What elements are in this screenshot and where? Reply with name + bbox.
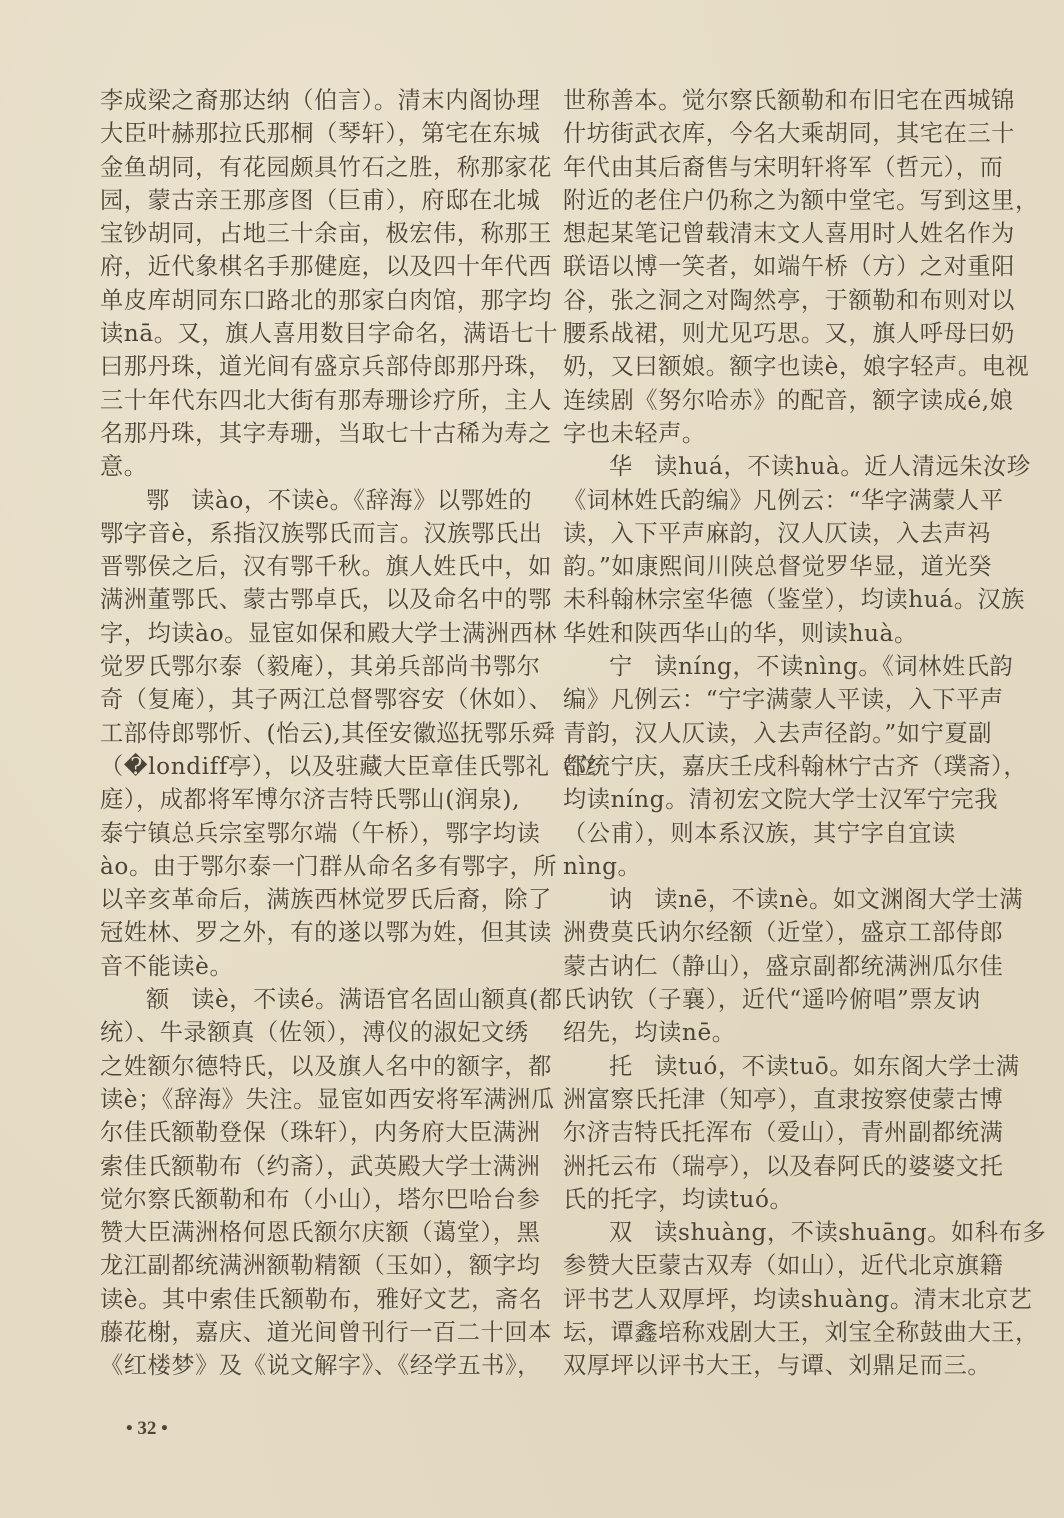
text-line: 附近的老住户仍称之为额中堂宅。写到这里，: [563, 186, 1039, 214]
text-line: 冠姓林、罗之外，有的遂以鄂为姓，但其读: [100, 919, 552, 947]
text-line: 读huá，不读huà。近人清远朱汝珍: [654, 453, 1031, 481]
left-column: [100, 84, 598, 1383]
text-line: 均读níng。清初宏文院大学士汉军宁完我: [563, 786, 999, 814]
text-line: 参赞大臣蒙古双寿（如山），近代北京旗籍: [563, 1252, 1004, 1280]
text-line: 尔佳氏额勒登保（珠轩），内务府大臣满洲: [100, 1119, 541, 1147]
entry-ning-first-line: [563, 650, 1014, 683]
text-line: 读è；《辞海》失注。显宦如西安将军满洲瓜: [100, 1085, 555, 1113]
text-line: 尔济吉特氏托浑布（爱山），青州副都统满: [563, 1119, 1004, 1147]
entry-head-char: 讷: [609, 886, 633, 914]
text-line: 名那丹珠，其字寿珊，当取七十古稀为寿之: [100, 419, 552, 447]
text-line: 读，入下平声麻韵，汉人仄读，入去声祃: [563, 519, 992, 547]
text-line: 未科翰林宗室华德（鉴堂），均读huá。汉族: [563, 586, 1026, 614]
text-line: 《红楼梦》及《说文解字》、《经学五书》，: [100, 1352, 541, 1380]
text-line: 连续剧《努尔哈赤》的配音，额字读成é,娘: [563, 386, 1014, 414]
text-line: 李成梁之裔那达纳（伯言）。清末内阁协理: [100, 87, 541, 114]
entry-ne-first-line: [563, 883, 1024, 916]
text-line: 意。: [100, 453, 148, 481]
text-line: 腰系战裙，则尤见巧思。又，旗人呼母曰奶: [563, 320, 1015, 348]
text-line: 想起某笔记曾载清末文人喜用时人姓名作为: [563, 220, 1015, 248]
text-line: 绍先，均读nē。: [563, 1019, 736, 1047]
text-line: 读è。其中索佳氏额勒布，雅好文艺，斋名: [100, 1285, 543, 1313]
text-line: 府，近代象棋名手那健庭，以及四十年代西: [100, 253, 552, 281]
text-line: 泰宁镇总兵宗室鄂尔端（午桥），鄂字均读: [100, 819, 541, 847]
text-line: 读níng，不读nìng。《词林姓氏韵: [654, 653, 1014, 681]
text-line: 蒙古讷仁（静山），盛京副都统满洲瓜尔佳: [563, 952, 1004, 980]
text-line: 赞大臣满洲格何恩氏额尔庆额（蔼堂），黑: [100, 1219, 541, 1247]
text-line: 统）、牛录额真（佐领），溥仪的淑妃文绣: [100, 1019, 529, 1047]
text-line: 鄂字音è，系指汉族鄂氏而言。汉族鄂氏出: [100, 519, 543, 547]
entry-hua-first-line: [563, 450, 1031, 483]
text-line: 华姓和陕西华山的华，则读huà。: [563, 619, 918, 647]
text-line: 读nē，不读nè。如文渊阁大学士满: [654, 886, 1024, 914]
text-line: 都统宁庆，嘉庆壬戌科翰林宁古齐（璞斋），: [563, 752, 1028, 780]
text-line: 宝钞胡同，占地三十余亩，极宏伟，称那王: [100, 220, 552, 248]
text-line: 龙江副都统满洲额勒精额（玉如），额字均: [100, 1252, 541, 1280]
entry-head-char: 额: [146, 986, 170, 1014]
text-line: 评书艺人双厚坪，均读shuàng。清末北京艺: [563, 1285, 1033, 1313]
text-line: 读è，不读é。满语官名固山额真(都: [191, 986, 563, 1014]
text-line: 觉罗氏鄂尔泰（毅庵），其弟兵部尚书鄂尔: [100, 653, 541, 681]
entry-e-e-first-line: [100, 983, 563, 1016]
entry-head-char: 托: [609, 1052, 633, 1080]
text-line: 奶，又曰额娘。额字也读è，娘字轻声。电视: [563, 353, 1030, 381]
text-line: 之姓额尔德特氏，以及旗人名中的额字，都: [100, 1052, 552, 1080]
text-line: ào。由于鄂尔泰一门群从命名多有鄂字，所: [100, 852, 558, 880]
right-column: [563, 84, 1047, 1383]
text-line: 奇（复庵），其子两江总督鄂容安（休如）、: [100, 686, 553, 714]
text-line: 世称善本。觉尔察氏额勒和布旧宅在西城锦: [563, 87, 1015, 114]
text-line: （公甫），则本系汉族，其宁字自宜读: [563, 819, 956, 847]
text-line: 联语以博一笑者，如端午桥（方）之对重阳: [563, 253, 1015, 281]
text-line: 字，均读ào。显宦如保和殿大学士满洲西林: [100, 619, 558, 647]
entry-shuang-first-line: [563, 1216, 1047, 1249]
entry-tuo-first-line: [563, 1050, 1020, 1083]
text-line: 以辛亥革命后，满族西林觉罗氏后裔，除了: [100, 886, 552, 914]
text-line: 索佳氏额勒布（约斋），武英殿大学士满洲: [100, 1152, 541, 1180]
text-line: 园，蒙古亲王那彦图（巨甫），府邸在北城: [100, 186, 541, 214]
text-line: 金鱼胡同，有花园颇具竹石之胜，称那家花: [100, 153, 552, 181]
text-line: 工部侍郎鄂忻、(怡云),其侄安徽巡抚鄂乐舜: [100, 719, 556, 747]
text-line: 谷，张之洞之对陶然亭，于额勒和布则对以: [563, 286, 1015, 314]
text-line: 洲费莫氏讷尔经额（近堂），盛京工部侍郎: [563, 919, 1004, 947]
text-line: 读tuó，不读tuō。如东阁大学士满: [654, 1052, 1020, 1080]
text-line: 读ào，不读è。《辞海》以鄂姓的: [191, 486, 533, 514]
text-line: 单皮库胡同东口路北的那家白肉馆，那字均: [100, 286, 552, 314]
text-line: 晋鄂侯之后，汉有鄂千秋。旗人姓氏中，如: [100, 553, 552, 581]
entry-head-char: 双: [609, 1219, 633, 1247]
text-line: 觉尔察氏额勒和布（小山），塔尔巴哈台参: [100, 1185, 541, 1213]
text-line: 双厚坪以评书大王，与谭、刘鼎足而三。: [563, 1352, 992, 1380]
text-line: 读shuàng，不读shuāng。如科布多: [654, 1219, 1047, 1247]
text-line: 氏的托字，均读tuó。: [563, 1185, 794, 1213]
text-line: 韵。”如康熙间川陕总督觉罗华显，道光癸: [563, 553, 993, 581]
text-line: 三十年代东四北大街有那寿珊诊疗所，主人: [100, 386, 552, 414]
text-line: nìng。: [563, 852, 642, 880]
text-line: 年代由其后裔售与宋明轩将军（哲元），而: [563, 153, 1004, 181]
entry-e-ao-first-line: [100, 484, 533, 517]
text-line: 音不能读è。: [100, 952, 234, 980]
text-line: 藤花榭，嘉庆、道光间曾刊行一百二十回本: [100, 1318, 552, 1346]
text-line: 满洲董鄂氏、蒙古鄂卓氏，以及命名中的鄂: [100, 586, 552, 614]
text-line: 字也未轻声。: [563, 419, 706, 447]
page-number: • 32 •: [126, 1418, 168, 1439]
entry-head-char: 宁: [609, 653, 633, 681]
entry-head-char: 华: [609, 453, 633, 481]
text-line: 《词林姓氏韵编》凡例云：“华字满蒙人平: [563, 486, 1004, 514]
text-line: 氏讷钦（子襄），近代“遥吟俯唱”票友讷: [563, 986, 981, 1014]
text-line: 庭），成都将军博尔济吉特氏鄂山(润泉),: [100, 786, 521, 814]
text-line: （�londiff亭），以及驻藏大臣章佳氏鄂礼（立: [100, 752, 598, 780]
text-line: 大臣叶赫那拉氏那桐（琴轩），第宅在东城: [100, 120, 541, 148]
text-line: 编》凡例云：“宁字满蒙人平读，入下平声: [563, 686, 1004, 714]
text-line: 洲富察氏托津（知亭），直隶按察使蒙古博: [563, 1085, 1004, 1113]
text-line: 曰那丹珠，道光间有盛京兵部侍郎那丹珠，: [100, 353, 552, 381]
text-line: 坛，谭鑫培称戏剧大王，刘宝全称鼓曲大王，: [563, 1318, 1039, 1346]
text-line: 什坊街武衣库，今名大乘胡同，其宅在三十: [563, 120, 1015, 148]
text-line: 读nā。又，旗人喜用数目字命名，满语七十: [100, 320, 559, 348]
entry-head-char: 鄂: [146, 486, 170, 514]
text-line: 洲托云布（瑞亭），以及春阿氏的婆婆文托: [563, 1152, 1004, 1180]
text-line: 青韵，汉人仄读，入去声径韵。”如宁夏副: [563, 719, 993, 747]
